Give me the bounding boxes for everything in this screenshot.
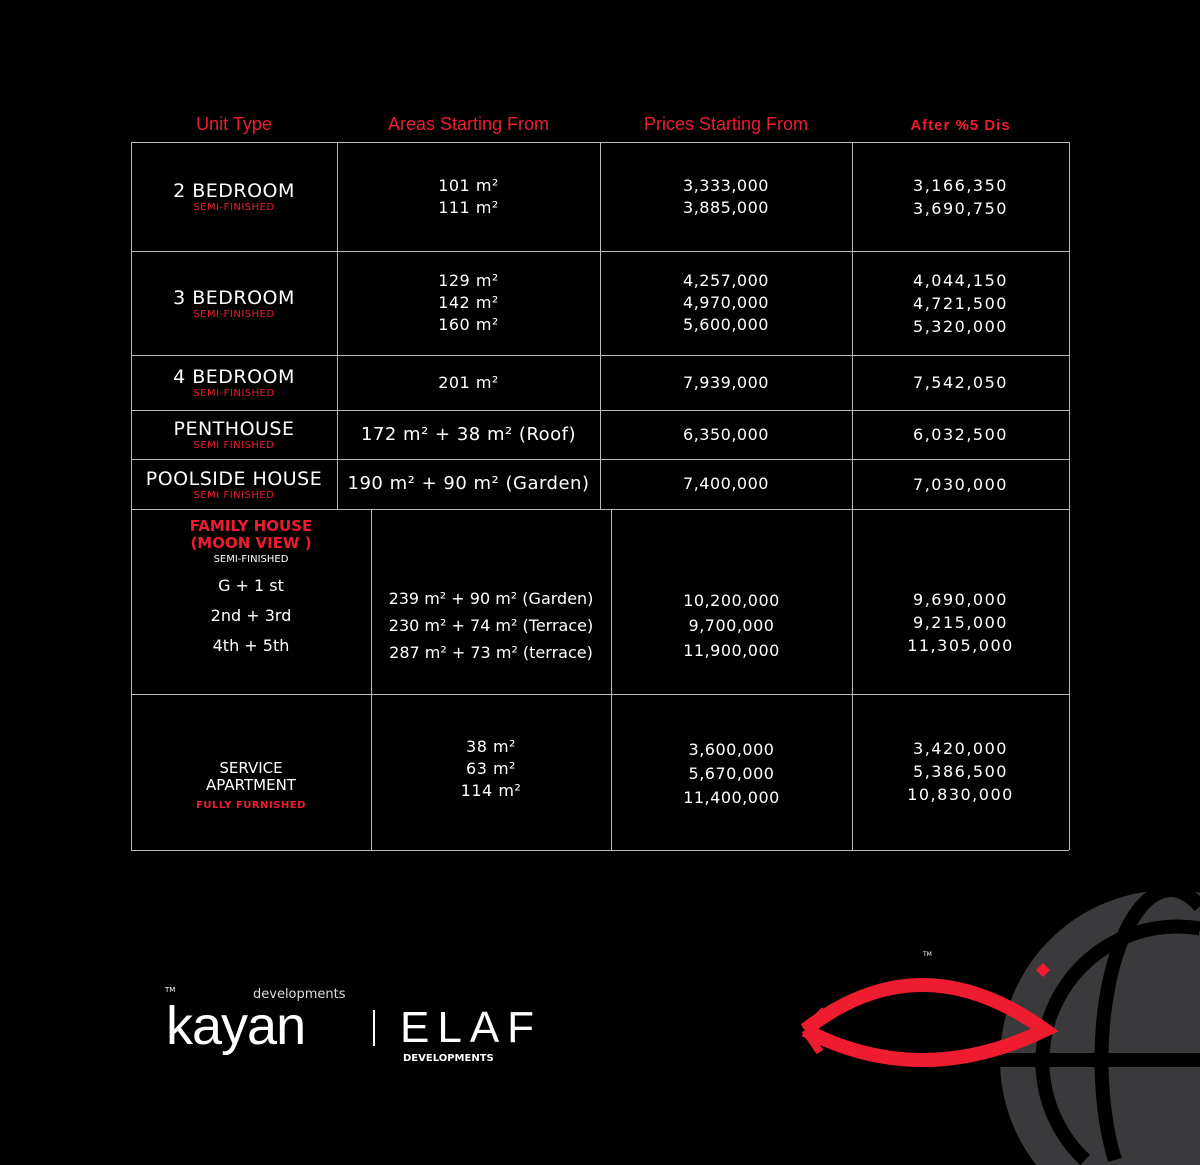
area-value: 287 m² + 73 m² (terrace) bbox=[389, 642, 593, 662]
service-areas bbox=[371, 736, 611, 802]
unit-type: 4 BEDROOM bbox=[173, 366, 295, 388]
area-value: 63 m² bbox=[466, 759, 516, 778]
prices-cell bbox=[600, 410, 852, 459]
prices-value: 5,600,000 bbox=[683, 315, 769, 334]
unit-type-cell bbox=[131, 142, 337, 251]
areas-value: 129 m² bbox=[438, 271, 499, 290]
area-value: 230 m² + 74 m² (Terrace) bbox=[388, 615, 594, 635]
floor-label: 2nd + 3rd bbox=[210, 606, 292, 625]
prices-value: 6,350,000 bbox=[683, 424, 769, 444]
prices-cell bbox=[600, 459, 852, 509]
header-prices: Prices Starting From bbox=[643, 114, 809, 134]
elaf-logo: ELAF bbox=[400, 1003, 543, 1052]
areas-cell bbox=[337, 142, 600, 251]
service-type bbox=[131, 760, 371, 811]
areas-cell bbox=[337, 355, 600, 410]
trademark: TM bbox=[165, 986, 176, 994]
prices-value: 7,939,000 bbox=[683, 372, 769, 392]
family-discount bbox=[852, 585, 1069, 660]
unit-type-cell bbox=[131, 251, 337, 355]
areas-cell bbox=[337, 251, 600, 355]
finish-label: SEMI-FINISHED bbox=[213, 554, 289, 565]
discount-value: 5,386,500 bbox=[913, 762, 1008, 781]
table-border bbox=[371, 509, 372, 850]
finish-label: SEMI-FINISHED bbox=[193, 202, 275, 213]
family-prices bbox=[611, 585, 852, 665]
discount-value: 5,320,000 bbox=[913, 316, 1008, 336]
finish-label: SEMI FINISHED bbox=[193, 489, 275, 501]
service-title: APARTMENT bbox=[206, 776, 296, 794]
areas-value: 190 m² + 90 m² (Garden) bbox=[347, 473, 590, 494]
prices-cell bbox=[600, 355, 852, 410]
finish-label: SEMI-FINISHED bbox=[193, 388, 275, 399]
price-value: 11,900,000 bbox=[683, 640, 780, 660]
discount-value: 9,215,000 bbox=[913, 613, 1008, 632]
discount-value: 6,032,500 bbox=[913, 425, 1008, 444]
areas-cell bbox=[337, 459, 600, 509]
header-discount: After %5 Dis bbox=[910, 117, 1011, 134]
discount-cell bbox=[852, 142, 1069, 251]
areas-value: 101 m² bbox=[438, 175, 499, 195]
area-value: 38 m² bbox=[466, 737, 516, 756]
unit-type-cell bbox=[131, 410, 337, 459]
prices-value: 7,400,000 bbox=[683, 474, 769, 493]
price-value: 11,400,000 bbox=[683, 788, 780, 807]
floor-label: G + 1 st bbox=[218, 576, 284, 595]
area-value: 114 m² bbox=[460, 781, 522, 800]
finish-label: FULLY FURNISHED bbox=[196, 800, 306, 811]
elaf-sub: DEVELOPMENTS bbox=[403, 1053, 494, 1064]
discount-value: 7,030,000 bbox=[913, 474, 1008, 494]
areas-value: 142 m² bbox=[438, 293, 499, 312]
table-border bbox=[131, 509, 132, 850]
floor-label: 4th + 5th bbox=[212, 636, 290, 655]
discount-cell bbox=[852, 251, 1069, 355]
prices-value: 3,885,000 bbox=[683, 197, 769, 217]
discount-value: 3,690,750 bbox=[913, 198, 1008, 218]
table-border bbox=[1069, 509, 1070, 850]
discount-cell bbox=[852, 355, 1069, 410]
discount-value: 9,690,000 bbox=[913, 590, 1008, 609]
emblem-trademark: TM bbox=[923, 951, 932, 958]
unit-type-cell bbox=[131, 355, 337, 410]
finish-label: SEMI-FINISHED bbox=[193, 308, 275, 320]
discount-value: 10,830,000 bbox=[907, 785, 1014, 804]
finish-label: SEMI FINISHED bbox=[193, 440, 275, 451]
table-border bbox=[611, 509, 612, 850]
area-value: 239 m² + 90 m² (Garden) bbox=[388, 588, 594, 608]
areas-value: 160 m² bbox=[438, 315, 499, 334]
discount-value: 4,721,500 bbox=[913, 293, 1008, 313]
table-border bbox=[131, 850, 1069, 851]
prices-value: 4,970,000 bbox=[683, 293, 769, 312]
price-value: 10,200,000 bbox=[683, 590, 780, 610]
discount-cell bbox=[852, 459, 1069, 509]
table-border bbox=[852, 509, 853, 850]
unit-type: PENTHOUSE bbox=[173, 418, 295, 440]
discount-value: 4,044,150 bbox=[913, 270, 1008, 290]
discount-value: 11,305,000 bbox=[907, 636, 1014, 655]
family-areas bbox=[371, 580, 611, 670]
prices-cell bbox=[600, 142, 852, 251]
unit-type: 3 BEDROOM bbox=[173, 286, 295, 309]
areas-cell bbox=[337, 410, 600, 459]
discount-value: 3,166,350 bbox=[913, 175, 1008, 195]
header-unit-type: Unit Type bbox=[196, 114, 272, 134]
family-subtitle: (MOON VIEW ) bbox=[190, 534, 312, 552]
areas-value: 111 m² bbox=[438, 197, 499, 217]
table-border bbox=[131, 694, 1069, 695]
unit-type-cell bbox=[131, 459, 337, 509]
price-value: 5,670,000 bbox=[688, 764, 775, 783]
family-house-type bbox=[131, 518, 371, 661]
service-prices bbox=[611, 738, 852, 810]
kayan-sub: developments bbox=[253, 987, 346, 1002]
price-value: 3,600,000 bbox=[688, 740, 775, 759]
prices-cell bbox=[600, 251, 852, 355]
header-areas: Areas Starting From bbox=[387, 114, 550, 134]
prices-value: 4,257,000 bbox=[683, 271, 769, 290]
kayan-logo: kayan bbox=[166, 996, 306, 1056]
logo-divider bbox=[373, 1010, 375, 1046]
table-border bbox=[1069, 142, 1070, 509]
unit-type: POOLSIDE HOUSE bbox=[145, 467, 323, 490]
price-value: 9,700,000 bbox=[688, 615, 775, 635]
table-border bbox=[131, 509, 1069, 510]
globe-emblem-icon bbox=[780, 880, 1200, 1165]
family-title: FAMILY HOUSE bbox=[189, 517, 313, 535]
discount-value: 3,420,000 bbox=[913, 739, 1008, 758]
areas-value: 172 m² + 38 m² (Roof) bbox=[360, 423, 577, 445]
discount-cell bbox=[852, 410, 1069, 459]
areas-value: 201 m² bbox=[438, 372, 499, 392]
prices-value: 3,333,000 bbox=[683, 175, 769, 195]
discount-value: 7,542,050 bbox=[913, 373, 1008, 392]
unit-type: 2 BEDROOM bbox=[173, 180, 295, 202]
service-discount bbox=[852, 737, 1069, 806]
service-title: SERVICE bbox=[219, 759, 283, 777]
